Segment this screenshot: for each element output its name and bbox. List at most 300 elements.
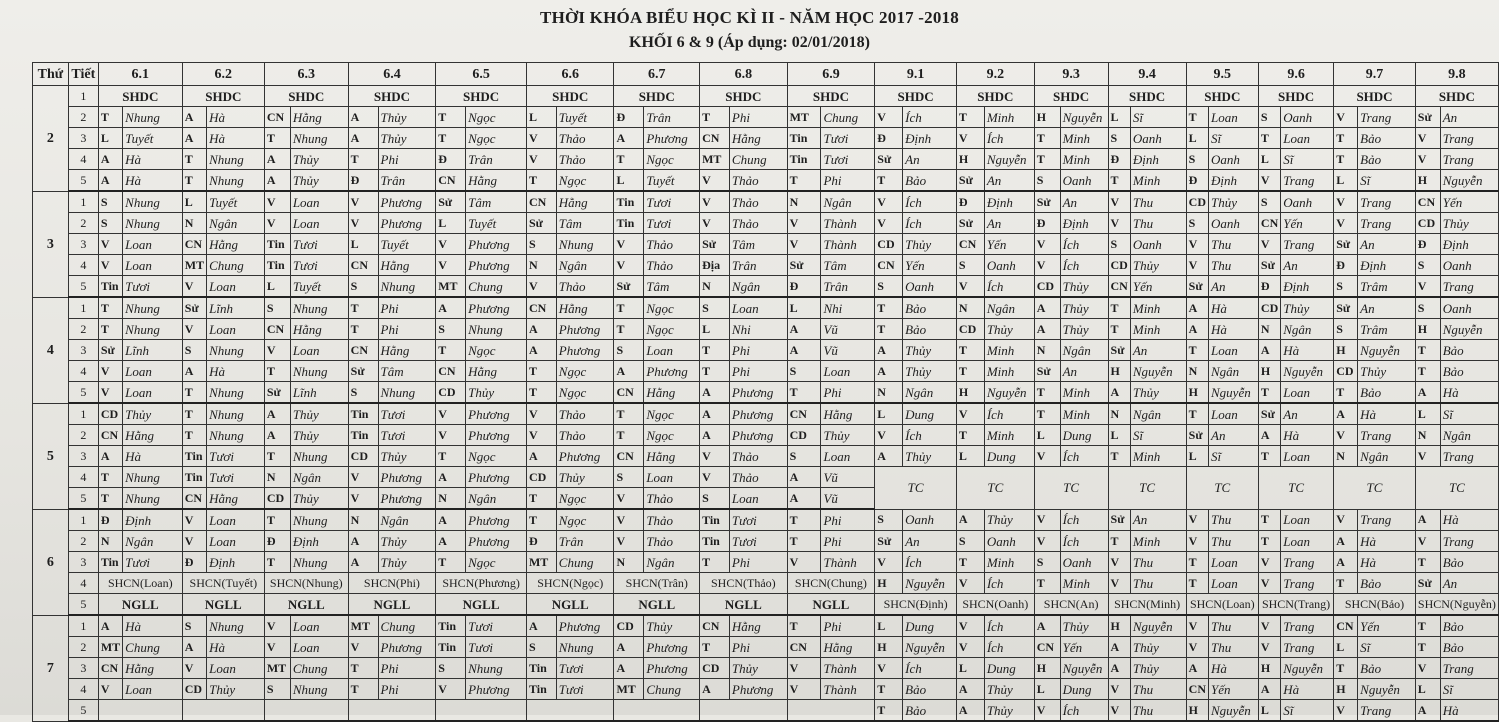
subject-code: V — [526, 276, 556, 298]
subject-code: L — [1334, 170, 1358, 192]
teacher-name: Nguyễn — [984, 149, 1034, 170]
activity-cell: NGLL — [436, 594, 527, 616]
subject-code: T — [348, 297, 378, 319]
subject-code: Tin — [436, 615, 466, 637]
subject-code: S — [436, 658, 466, 679]
subject-code: S — [264, 679, 290, 700]
teacher-name: Lĩnh — [290, 382, 348, 404]
teacher-name: Trang — [1358, 213, 1416, 234]
teacher-name: Minh — [984, 340, 1034, 361]
subject-code: T — [1186, 107, 1208, 128]
subject-code: MT — [700, 149, 730, 170]
subject-code: L — [1108, 425, 1130, 446]
subject-code: V — [1186, 509, 1208, 531]
homeroom-cell: SHCN(Loan) — [1186, 594, 1258, 616]
period-number: 2 — [68, 531, 98, 552]
teacher-name: Thu — [1209, 531, 1259, 552]
subject-code: V — [787, 552, 821, 573]
teacher-name: Phi — [729, 361, 787, 382]
teacher-name: Trang — [1440, 128, 1498, 149]
teacher-name: Trân — [556, 531, 614, 552]
subject-code: Sử — [98, 340, 122, 361]
tc-cell: TC — [1034, 467, 1108, 510]
teacher-name: Nguyễn — [1060, 658, 1108, 679]
subject-code: Sử — [182, 297, 206, 319]
teacher-name: Nhung — [290, 679, 348, 700]
subject-code: A — [526, 446, 556, 467]
teacher-name: Thảo — [729, 191, 787, 213]
activity-cell: SHDC — [700, 86, 788, 107]
subject-code: T — [614, 403, 644, 425]
subject-code: CD — [614, 615, 644, 637]
teacher-name: An — [903, 149, 957, 170]
subject-code: Sử — [787, 255, 821, 276]
teacher-name: Tâm — [729, 234, 787, 255]
teacher-name: Thủy — [644, 615, 700, 637]
teacher-name: Thủy — [290, 149, 348, 170]
teacher-name: Phi — [729, 340, 787, 361]
subject-code: T — [956, 361, 984, 382]
activity-cell: SHDC — [1186, 86, 1258, 107]
subject-code: A — [787, 340, 821, 361]
subject-code: T — [614, 149, 644, 170]
period-number: 1 — [68, 509, 98, 531]
teacher-name: Nhung — [123, 467, 183, 488]
subject-code: A — [264, 149, 290, 170]
subject-code: L — [182, 191, 206, 213]
class-header: 6.8 — [700, 63, 788, 86]
teacher-name: Thảo — [729, 213, 787, 234]
subject-code: T — [1034, 128, 1060, 149]
teacher-name: Lĩnh — [123, 340, 183, 361]
subject-code: V — [700, 446, 730, 467]
subject-code: N — [436, 488, 466, 510]
subject-code: A — [1108, 637, 1130, 658]
teacher-name: Minh — [1130, 446, 1186, 467]
activity-cell: NGLL — [787, 594, 875, 616]
teacher-name: Phương — [466, 509, 527, 531]
class-header: 9.4 — [1108, 63, 1186, 86]
teacher-name: Trang — [1281, 234, 1334, 255]
teacher-name: Lĩnh — [207, 297, 265, 319]
teacher-name: Phương — [466, 425, 527, 446]
subject-code: A — [1334, 403, 1358, 425]
teacher-name: Yến — [1440, 191, 1498, 213]
subject-code: N — [98, 531, 122, 552]
teacher-name: Hằng — [821, 403, 875, 425]
teacher-name: Thảo — [556, 425, 614, 446]
teacher-name: Tuyết — [290, 276, 348, 298]
subject-code: T — [1186, 340, 1208, 361]
subject-code: L — [348, 234, 378, 255]
teacher-name: An — [1130, 509, 1186, 531]
subject-code: CD — [436, 382, 466, 404]
subject-code: N — [1258, 319, 1280, 340]
subject-code: S — [348, 276, 378, 298]
timetable-table — [32, 62, 1499, 722]
activity-cell: SHDC — [1415, 86, 1498, 107]
homeroom-cell: SHCN(Loan) — [98, 573, 182, 594]
teacher-name: Thủy — [1130, 382, 1186, 404]
teacher-name: Ích — [1060, 700, 1108, 722]
teacher-name: Bảo — [1440, 615, 1498, 637]
subject-code: Đ — [436, 149, 466, 170]
teacher-name: Ngân — [1060, 340, 1108, 361]
subject-code: A — [875, 446, 903, 467]
teacher-name: Loan — [123, 234, 183, 255]
subject-code: T — [956, 425, 984, 446]
teacher-name: Phương — [378, 637, 436, 658]
teacher-name: Hằng — [644, 382, 700, 404]
activity-cell: SHDC — [348, 86, 436, 107]
teacher-name: Minh — [1060, 573, 1108, 594]
subject-code: A — [614, 637, 644, 658]
subject-code: CN — [98, 658, 122, 679]
teacher-name: Yến — [1130, 276, 1186, 298]
subject-code: Địa — [700, 255, 730, 276]
teacher-name: An — [903, 531, 957, 552]
teacher-name: Minh — [984, 552, 1034, 573]
class-header: 9.8 — [1415, 63, 1498, 86]
subject-code: CN — [182, 234, 206, 255]
period-number: 4 — [68, 679, 98, 700]
subject-code: S — [1186, 213, 1208, 234]
activity-cell: SHDC — [526, 86, 614, 107]
teacher-name: Nhung — [378, 382, 436, 404]
subject-code: A — [182, 637, 206, 658]
teacher-name: Loan — [290, 637, 348, 658]
subject-code: S — [700, 488, 730, 510]
subject-code: S — [700, 297, 730, 319]
tc-cell: TC — [956, 467, 1034, 510]
activity-cell: NGLL — [264, 594, 348, 616]
teacher-name: Hằng — [556, 191, 614, 213]
teacher-name: Thủy — [556, 467, 614, 488]
period-number: 4 — [68, 573, 98, 594]
homeroom-cell: SHCN(Nhung) — [264, 573, 348, 594]
subject-code: V — [526, 128, 556, 149]
subject-code: A — [264, 403, 290, 425]
teacher-name: Phi — [821, 382, 875, 404]
subject-code: A — [348, 531, 378, 552]
teacher-name: Yến — [1358, 615, 1416, 637]
teacher-name: Ngọc — [556, 382, 614, 404]
teacher-name: Thành — [821, 679, 875, 700]
subject-code: Tin — [700, 531, 730, 552]
subject-code: A — [1186, 297, 1208, 319]
subject-code: V — [526, 403, 556, 425]
subject-code: T — [787, 382, 821, 404]
teacher-name: Nhung — [207, 403, 265, 425]
activity-cell: SHDC — [264, 86, 348, 107]
subject-code: T — [526, 488, 556, 510]
teacher-name: Phương — [729, 382, 787, 404]
teacher-name: Bảo — [1440, 340, 1498, 361]
teacher-name: Thảo — [644, 255, 700, 276]
subject-code: V — [436, 403, 466, 425]
teacher-name: Trang — [1440, 149, 1498, 170]
teacher-name: Định — [1130, 149, 1186, 170]
subject-code: A — [436, 467, 466, 488]
subject-code: V — [875, 191, 903, 213]
teacher-name: Thu — [1209, 615, 1259, 637]
teacher-name: Thu — [1130, 700, 1186, 722]
subject-code: L — [956, 446, 984, 467]
teacher-name: Tuyết — [207, 191, 265, 213]
teacher-name: Trang — [1281, 573, 1334, 594]
teacher-name: Ngân — [821, 191, 875, 213]
subject-code: L — [1415, 403, 1440, 425]
teacher-name: Sĩ — [1209, 128, 1259, 149]
teacher-name: An — [1281, 255, 1334, 276]
subject-code: Tin — [700, 509, 730, 531]
teacher-name: Tươi — [644, 213, 700, 234]
teacher-name: Loan — [290, 340, 348, 361]
subject-code: CD — [264, 488, 290, 510]
subject-code: Sử — [956, 213, 984, 234]
subject-code: T — [875, 170, 903, 192]
subject-code: V — [787, 679, 821, 700]
subject-code: T — [1258, 128, 1280, 149]
subject-code: T — [1415, 552, 1440, 573]
teacher-name: Hà — [1209, 297, 1259, 319]
subject-code: Sử — [614, 276, 644, 298]
teacher-name: Hà — [1209, 319, 1259, 340]
subject-code: L — [1108, 107, 1130, 128]
subject-code: T — [1415, 361, 1440, 382]
teacher-name: Thảo — [729, 170, 787, 192]
teacher-name: Chung — [729, 149, 787, 170]
teacher-name: Định — [1060, 213, 1108, 234]
subject-code: V — [875, 213, 903, 234]
subject-code: A — [1186, 658, 1208, 679]
period-number: 2 — [68, 107, 98, 128]
teacher-name: Oanh — [903, 509, 957, 531]
subject-code: Sử — [1034, 191, 1060, 213]
teacher-name: Hằng — [556, 297, 614, 319]
subject-code: Sử — [1108, 340, 1130, 361]
subject-code: A — [614, 361, 644, 382]
teacher-name: Ngọc — [644, 319, 700, 340]
teacher-name: Thu — [1130, 213, 1186, 234]
subject-code: V — [1258, 234, 1280, 255]
teacher-name: Thành — [821, 658, 875, 679]
teacher-name: Ngân — [984, 297, 1034, 319]
teacher-name: An — [984, 213, 1034, 234]
subject-code: CN — [700, 615, 730, 637]
subject-code: A — [1415, 382, 1440, 404]
teacher-name: Chung — [821, 107, 875, 128]
subject-code: T — [875, 297, 903, 319]
teacher-name: Nhung — [123, 319, 183, 340]
subject-code: V — [1186, 234, 1208, 255]
teacher-name: Minh — [1060, 128, 1108, 149]
subject-code: V — [700, 213, 730, 234]
teacher-name: Trang — [1440, 658, 1498, 679]
subject-code: T — [98, 319, 122, 340]
teacher-name: Ích — [903, 425, 957, 446]
subject-code: A — [348, 107, 378, 128]
subject-code: S — [614, 340, 644, 361]
teacher-name: Thu — [1130, 679, 1186, 700]
teacher-name: Tươi — [123, 552, 183, 573]
subject-code: Tin — [348, 403, 378, 425]
teacher-name: Loan — [1209, 340, 1259, 361]
subject-code: CN — [787, 403, 821, 425]
subject-code: Đ — [526, 531, 556, 552]
subject-code: CN — [436, 361, 466, 382]
teacher-name: Loan — [729, 297, 787, 319]
teacher-name: Hà — [1358, 552, 1416, 573]
teacher-name: Minh — [984, 107, 1034, 128]
teacher-name: Thảo — [644, 488, 700, 510]
teacher-name: Phương — [378, 213, 436, 234]
teacher-name: Phương — [466, 531, 527, 552]
teacher-name: Thành — [821, 234, 875, 255]
subject-code: V — [182, 276, 206, 298]
teacher-name: Bảo — [1440, 361, 1498, 382]
activity-cell: SHDC — [436, 86, 527, 107]
teacher-name: Oanh — [1209, 213, 1259, 234]
class-header: 6.2 — [182, 63, 264, 86]
subject-code: T — [956, 340, 984, 361]
teacher-name: Sĩ — [1130, 107, 1186, 128]
subject-code: A — [526, 319, 556, 340]
teacher-name: Thủy — [984, 700, 1034, 722]
teacher-name: Trâm — [1358, 319, 1416, 340]
subject-code: H — [1415, 319, 1440, 340]
teacher-name: Ngân — [378, 509, 436, 531]
subject-code: Đ — [1034, 213, 1060, 234]
teacher-name: Nhung — [466, 319, 527, 340]
teacher-name: Nhung — [378, 276, 436, 298]
empty-cell — [98, 700, 182, 722]
teacher-name: Minh — [1130, 319, 1186, 340]
teacher-name: Thảo — [644, 531, 700, 552]
teacher-name: Loan — [1209, 107, 1259, 128]
subject-code: Tin — [182, 467, 206, 488]
subject-code: A — [526, 340, 556, 361]
teacher-name: Thảo — [556, 276, 614, 298]
subject-code: V — [1415, 446, 1440, 467]
subject-code: CD — [1034, 276, 1060, 298]
teacher-name: Loan — [290, 191, 348, 213]
day-label: 6 — [33, 509, 69, 615]
teacher-name: Dung — [1060, 425, 1108, 446]
subject-code: V — [700, 191, 730, 213]
subject-code: Tin — [787, 128, 821, 149]
subject-code: S — [956, 255, 984, 276]
subject-code: N — [700, 276, 730, 298]
subject-code: S — [1334, 276, 1358, 298]
tc-cell: TC — [1108, 467, 1186, 510]
teacher-name: Bảo — [1358, 128, 1416, 149]
teacher-name: Ngọc — [466, 446, 527, 467]
subject-code: Tin — [98, 552, 122, 573]
teacher-name: Phương — [556, 319, 614, 340]
subject-code: S — [1415, 255, 1440, 276]
teacher-name: Phi — [729, 637, 787, 658]
subject-code: V — [436, 234, 466, 255]
teacher-name: Bảo — [1358, 658, 1416, 679]
period-number: 4 — [68, 255, 98, 276]
subject-code: A — [1258, 340, 1280, 361]
teacher-name: Thủy — [1358, 361, 1416, 382]
teacher-name: Tươi — [466, 637, 527, 658]
teacher-name: Hằng — [123, 425, 183, 446]
subject-code: CN — [1108, 276, 1130, 298]
teacher-name: Loan — [123, 679, 183, 700]
subject-code: CN — [875, 255, 903, 276]
teacher-name: Trân — [729, 255, 787, 276]
subject-code: T — [98, 488, 122, 510]
subject-code: V — [1258, 552, 1280, 573]
subject-code: T — [1334, 128, 1358, 149]
subject-code: V — [98, 679, 122, 700]
subject-code: A — [264, 425, 290, 446]
subject-code: V — [1108, 679, 1130, 700]
teacher-name: Chung — [556, 552, 614, 573]
subject-code: CN — [436, 170, 466, 192]
subject-code: A — [614, 658, 644, 679]
subject-code: T — [264, 128, 290, 149]
teacher-name: An — [1440, 573, 1498, 594]
teacher-name: Bảo — [1358, 149, 1416, 170]
subject-code: V — [1186, 531, 1208, 552]
period-number: 3 — [68, 658, 98, 679]
subject-code: CN — [1034, 637, 1060, 658]
subject-code: V — [1034, 446, 1060, 467]
subject-code: V — [1334, 107, 1358, 128]
teacher-name: Sĩ — [1209, 446, 1259, 467]
subject-code: CN — [348, 255, 378, 276]
subject-code: V — [264, 191, 290, 213]
teacher-name: Ngọc — [556, 170, 614, 192]
teacher-name: Định — [123, 509, 183, 531]
subject-code: S — [98, 191, 122, 213]
teacher-name: Ích — [1060, 509, 1108, 531]
teacher-name: Nhung — [556, 234, 614, 255]
class-header: 9.7 — [1334, 63, 1416, 86]
teacher-name: Phương — [729, 403, 787, 425]
teacher-name: Hà — [123, 149, 183, 170]
teacher-name: Thành — [821, 213, 875, 234]
subject-code: L — [526, 107, 556, 128]
subject-code: S — [1334, 319, 1358, 340]
subject-code: CN — [264, 107, 290, 128]
homeroom-cell: SHCN(Oanh) — [956, 594, 1034, 616]
teacher-name: Hằng — [821, 637, 875, 658]
tc-cell: TC — [1258, 467, 1333, 510]
teacher-name: Oanh — [1130, 234, 1186, 255]
subject-code: S — [956, 531, 984, 552]
subject-code: Sử — [875, 531, 903, 552]
class-header: 6.7 — [614, 63, 700, 86]
homeroom-cell: SHCN(Định) — [875, 594, 957, 616]
teacher-name: Ích — [903, 191, 957, 213]
teacher-name: Ích — [1060, 255, 1108, 276]
subject-code: V — [1415, 658, 1440, 679]
teacher-name: Thủy — [378, 552, 436, 573]
teacher-name: Nguyễn — [903, 573, 957, 594]
teacher-name: Phương — [466, 234, 527, 255]
subject-code: T — [1108, 297, 1130, 319]
activity-cell: SHDC — [1108, 86, 1186, 107]
document-title: THỜI KHÓA BIỂU HỌC KÌ II - NĂM HỌC 2017 -2018 — [540, 8, 959, 27]
day-label: 5 — [33, 403, 69, 509]
teacher-name: Thu — [1130, 552, 1186, 573]
teacher-name: Loan — [1209, 403, 1259, 425]
